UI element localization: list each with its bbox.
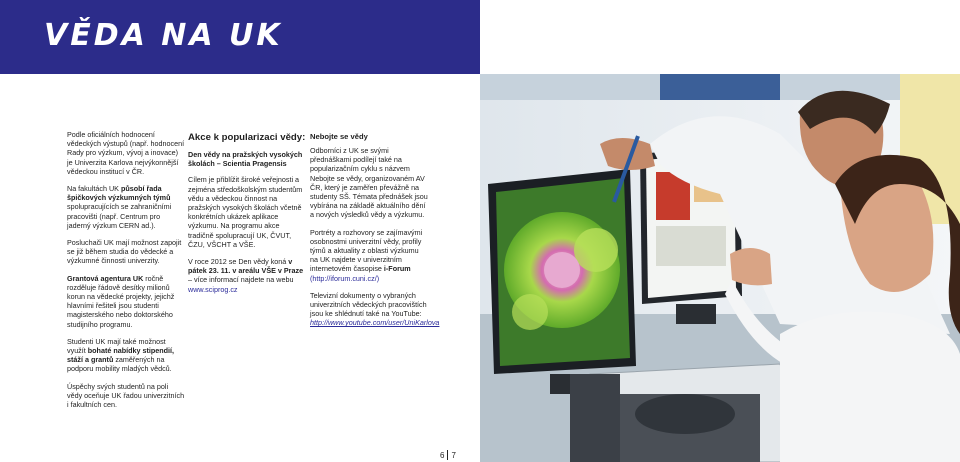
page-title: VĚDA NA UK	[44, 18, 283, 53]
col2-paragraph-1: Cílem je přiblížit široké veřejnosti a zejména středoškolským studentům vědu a vědeckou činnost na pražských vysokých školách včetně konkrétních ukázek aplikace výzkumu. Na programu akce tradičně spolupracují UK, ČVUT, ČZU, VŠCHT a VŠE.	[188, 175, 303, 249]
page-number-divider	[447, 450, 448, 460]
column-1	[67, 130, 185, 417]
col1-paragraph-1: Podle oficiálních hodnocení vědeckých výstupů (např. hodnocení Rady pro výzkum, vývoj a inovace) je Univerzita Karlova nejvýkonnější vědeckou institucí v ČR.	[67, 130, 185, 176]
iforum-link[interactable]: (http://iforum.cuni.cz/)	[310, 273, 380, 283]
col1-paragraph-2: Na fakultách UK působí řada špičkových výzkumných týmů spolupracujících se zahraničními pracovišti (např. Centrum pro jaderný výzkum CERN ad.).	[67, 184, 172, 230]
page-number-left: 6	[440, 451, 445, 460]
col1-paragraph-5: Studenti UK mají také možnost využít bohaté nabídky stipendií, stáží a grantů zaměřených na podporu mobility mladých vědců.	[67, 336, 175, 374]
column-3	[310, 132, 440, 336]
col2-paragraph-2: V roce 2012 se Den vědy koná v pátek 23. 11. v areálu VŠE v Praze – více informací najdete na webu www.sciprog.cz	[188, 257, 304, 294]
col3-paragraph-3: Televizní dokumenty o vybraných univerzitních vědeckých pracovištích jsou ke shlédnutí také na YouTube: http://www.youtube.com/user/UniKarlova	[310, 290, 440, 328]
page-numbers	[440, 450, 456, 461]
col1-paragraph-3: Posluchači UK mají možnost zapojit se již během studia do vědecké a výzkumné činnosti univerzity.	[67, 238, 182, 266]
col2-subheading: Den vědy na pražských vysokých školách – Scientia Pragensis	[188, 150, 303, 169]
sciprog-link[interactable]: www.sciprog.cz	[188, 284, 238, 294]
left-monitor	[488, 169, 636, 394]
col1-paragraph-6: Úspěchy svých studentů na poli vědy oceňuje UK řadou univerzitních i fakultních cen.	[67, 381, 185, 410]
col3-paragraph-2: Portréty a rozhovory se zajímavými osobnostmi univerzitní vědy, profily týmů a aktuality z oblasti výzkumu na UK najdete v univerzitním internetovém časopise i-Forum (http://iforum.cuni.cz/)	[310, 227, 423, 283]
lab-photo-illustration	[480, 74, 960, 462]
header-band	[0, 0, 480, 74]
col3-paragraph-1: Odborníci z UK se svými přednáškami podílejí také na popularizačním cyklu s názvem Nebojte se vědy, organizovaném AV ČR, který je zaměřen převážně na studenty SŠ. Témata přednášek jsou vybírána na základě aktuálního dění a nových výsledků vědy a výzkumu.	[310, 146, 428, 220]
col2-heading: Akce k popularizaci vědy:	[188, 132, 306, 143]
col3-heading: Nebojte se vědy	[310, 132, 368, 141]
column-2	[188, 132, 306, 302]
col1-paragraph-4: Grantová agentura UK ročně rozděluje řádově desítky milionů korun na vědecké projekty, jejichž hlavními řešiteli jsou studenti magisterského nebo doktorského studijního programu.	[67, 273, 175, 329]
lab-photo	[480, 74, 960, 462]
page-number-right: 7	[451, 451, 456, 460]
youtube-link[interactable]: http://www.youtube.com/user/UniKarlova	[310, 318, 440, 328]
